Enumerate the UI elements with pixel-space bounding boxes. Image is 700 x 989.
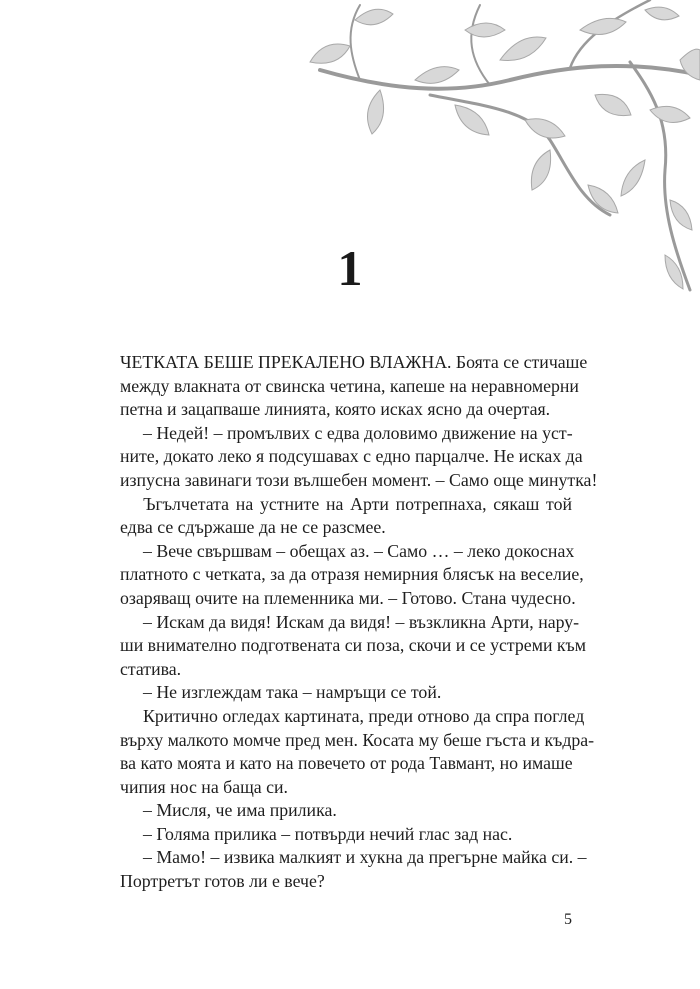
text-line: ва като моята и като на повечето от рода Тавмант, но имаше	[120, 753, 573, 774]
text-line: чипия нос на баща си.	[120, 776, 288, 797]
text-line: ши внимателно подготвената си поза, скочи и се устреми към	[120, 635, 586, 656]
text-line: статива.	[120, 658, 182, 679]
text-line: върху малкото момче пред мен. Косата му беше гъста и къдра-	[120, 729, 595, 750]
text-line: озаряващ очите на племенника ми. – Готово. Стана чудесно.	[120, 587, 576, 608]
text-line: – Не изглеждам така – намръщи се той.	[143, 682, 442, 703]
chapter-body-text	[120, 351, 598, 894]
page-number: 5	[564, 911, 572, 928]
text-line: ЧЕТКАТА БЕШЕ ПРЕКАЛЕНО ВЛАЖНА. Боята се стичаше	[120, 352, 588, 372]
chapter-number: 1	[337, 240, 363, 296]
text-line: – Мисля, че има прилика.	[143, 800, 337, 821]
text-line: Портретът готов ли е вече?	[120, 871, 325, 892]
text-line: едва се сдържаше да не се разсмее.	[120, 517, 386, 538]
text-line: Критично огледах картината, преди отново да спра поглед	[143, 705, 585, 726]
text-line: ните, докато леко я подсушавах с едно парцалче. Не исках да	[120, 446, 583, 467]
text-line: – Голяма прилика – потвърди нечий глас зад нас.	[143, 823, 513, 844]
text-line: между влакната от свинска четина, капеше на неравномерни	[120, 375, 579, 396]
text-line: Ъгълчетата на устните на Арти потрепнаха, сякаш той	[143, 493, 572, 514]
text-line: – Мамо! – извика малкият и хукна да прегърне майка си. –	[143, 847, 587, 868]
text-line: петна и зацапваше линията, която исках ясно да очертая.	[120, 399, 551, 420]
text-line: платното с четката, за да отразя немирния блясък на веселие,	[120, 564, 584, 585]
text-line: изпусна завинаги този вълшебен момент. – Само още минутка!	[120, 469, 598, 490]
text-line: – Вече свършвам – обещах аз. – Само … – леко докоснах	[143, 540, 575, 561]
text-line: – Недей! – промълвих с едва доловимо движение на уст-	[143, 422, 573, 443]
text-line: – Искам да видя! Искам да видя! – възкликна Арти, нару-	[143, 611, 580, 632]
